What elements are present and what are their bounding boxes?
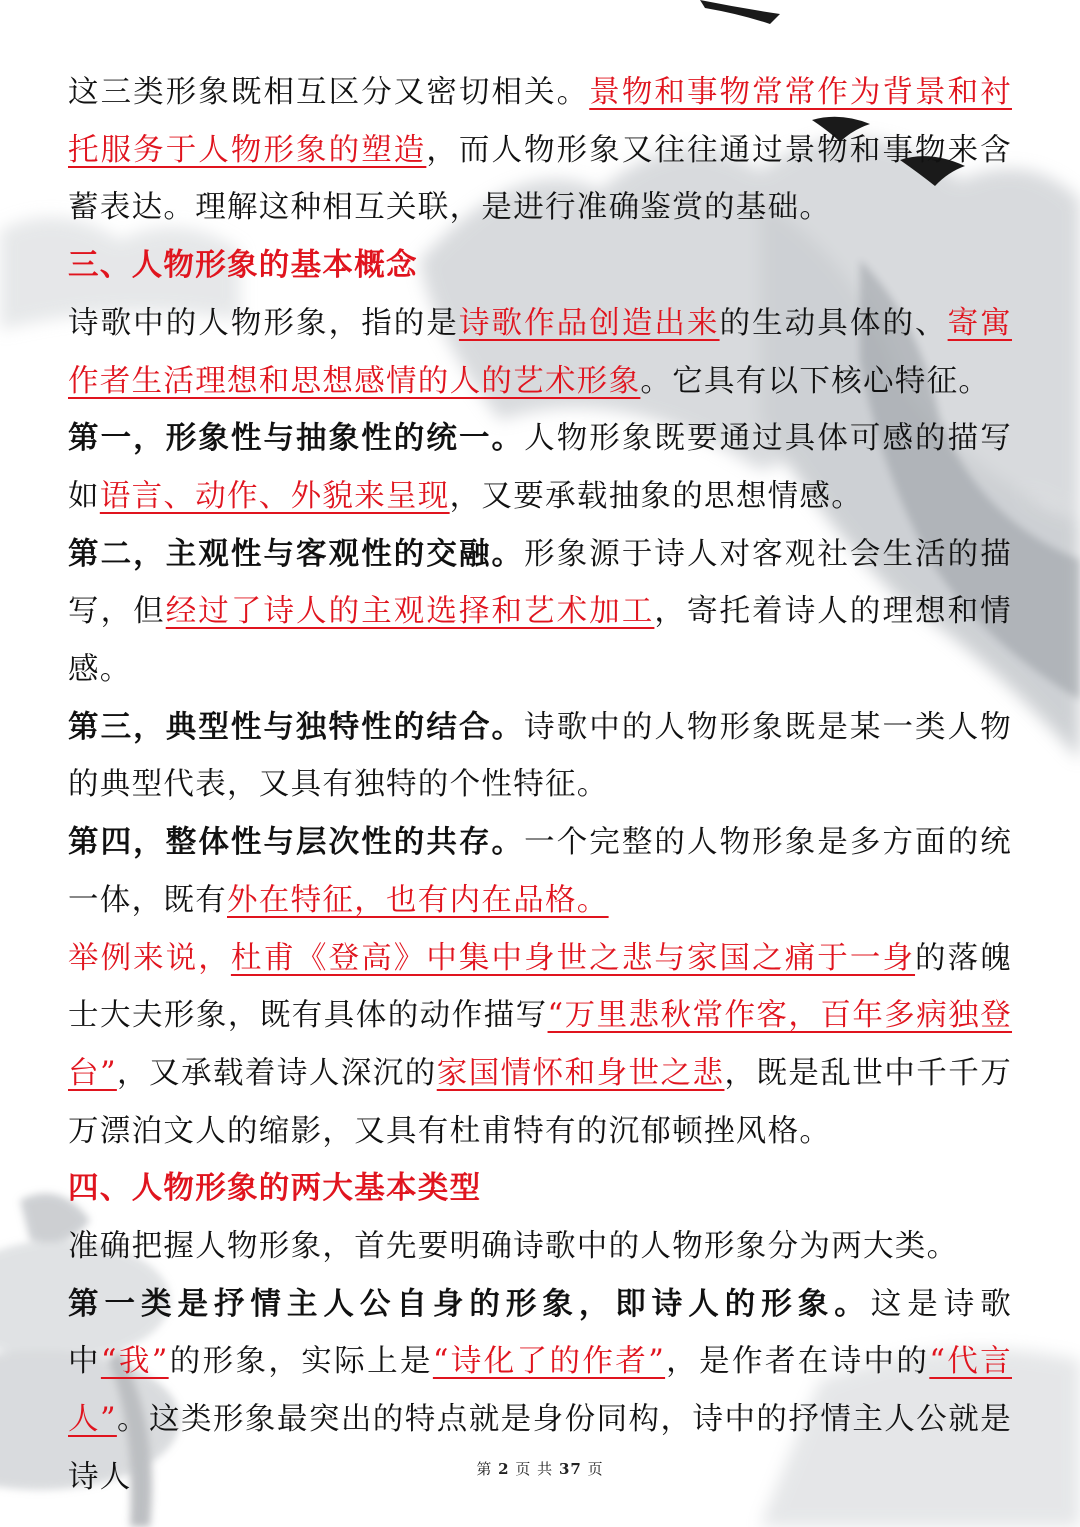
section-heading [68, 1160, 1012, 1218]
paragraph [68, 64, 1012, 237]
body-text: 准确把握人物形象，首先要明确诗歌中的人物形象分为两大类。 [68, 1229, 959, 1265]
bold-lead-text: 第一，形象性与抽象性的统一。 [68, 420, 525, 457]
red-text: 举例来说， [68, 940, 231, 976]
paragraph [68, 295, 1012, 410]
body-text: 这是诗歌中 [68, 1286, 1012, 1380]
section-heading [68, 237, 1012, 295]
highlight-text: 杜甫《登高》中集中身世之悲与家国之痛于一身 [230, 940, 916, 976]
body-text: 形象源于诗人对客观社会生活的描写，但 [68, 536, 1013, 630]
highlight-text: “代言人” [68, 1344, 1012, 1438]
body-text: 这三类形象既相互区分又密切相关。 [68, 75, 590, 110]
body-text: 。这类形象最突出的特点就是身份同构，诗中的抒情主人公就是诗人 [68, 1402, 1012, 1495]
highlight-text: 景物和事物常常作为背景和衬托服务于人物形象的塑造 [68, 75, 1012, 168]
paragraph [68, 410, 1012, 525]
highlight-text: 诗歌作品创造出来 [458, 305, 720, 341]
document-body [68, 64, 1012, 1507]
body-text: ，又承载着诗人深沉的 [116, 1055, 437, 1091]
page-number: 2 [498, 1460, 510, 1478]
body-text: 。它具有以下核心特征。 [640, 363, 991, 399]
body-text: ，既是乱世中千千万万漂泊文人的缩影，又具有杜甫特有的沉郁顿挫风格。 [68, 1055, 1013, 1149]
body-text: ，而人物形象又往往通过景物和事物来含蓄表达。理解这种相互关联，是进行准确鉴赏的基础。 [68, 132, 1012, 226]
highlight-text: “我” [100, 1344, 169, 1380]
highlight-text: 寄寓作者生活理想和思想感情的人的艺术形象 [68, 305, 1012, 399]
highlight-text: 语言、动作、外貌来呈现 [99, 478, 450, 514]
body-text: 诗歌中的人物形象，指的是 [68, 305, 459, 341]
body-text: ，寄托着诗人的理想和情感。 [68, 594, 1012, 688]
total-pages: 37 [558, 1460, 582, 1478]
footer-mid: 页 共 [515, 1460, 554, 1478]
highlight-text: 家国情怀和身世之悲 [436, 1055, 725, 1091]
highlight-text: “万里悲秋常作客，百年多病独登台” [68, 998, 1013, 1091]
footer-post: 页 [587, 1460, 604, 1478]
bold-lead-text: 第三，典型性与独特性的结合。 [68, 708, 525, 745]
body-text: 的落魄士大夫形象，既有具体的动作描写 [68, 940, 1012, 1034]
paragraph [68, 930, 1012, 1161]
paragraph [68, 699, 1012, 814]
body-text: 的生动具体的、 [719, 305, 948, 341]
paragraph [68, 814, 1012, 929]
body-text: 一个完整的人物形象是多方面的统一体，既有 [68, 825, 1013, 918]
paragraph [68, 1218, 1012, 1276]
body-text: ，又要承载抽象的思想情感。 [449, 478, 864, 514]
body-text: 诗歌中的人物形象既是某一类人物的典型代表，又具有独特的个性特征。 [68, 709, 1013, 803]
body-text: 四、人物形象的两大基本类型 [68, 1170, 482, 1207]
paragraph [68, 526, 1012, 699]
highlight-text: 经过了诗人的主观选择和艺术加工 [165, 594, 655, 630]
page-footer [0, 1458, 1080, 1479]
body-text: ，是作者在诗中的 [665, 1344, 930, 1380]
highlight-text: 外在特征，也有内在品格。 [227, 882, 609, 918]
body-text: 的形象，实际上是 [168, 1344, 433, 1380]
bold-lead-text: 第一类是抒情主人公自身的形象，即诗人的形象。 [68, 1285, 871, 1322]
highlight-text: “诗化了的作者” [432, 1344, 666, 1380]
footer-pre: 第 [476, 1460, 493, 1478]
body-text: 三、人物形象的基本概念 [68, 247, 418, 284]
bold-lead-text: 第二，主观性与客观性的交融。 [68, 535, 525, 572]
body-text: 人物形象既要通过具体可感的描写如 [68, 421, 1013, 514]
bold-lead-text: 第四，整体性与层次性的共存。 [68, 824, 525, 861]
